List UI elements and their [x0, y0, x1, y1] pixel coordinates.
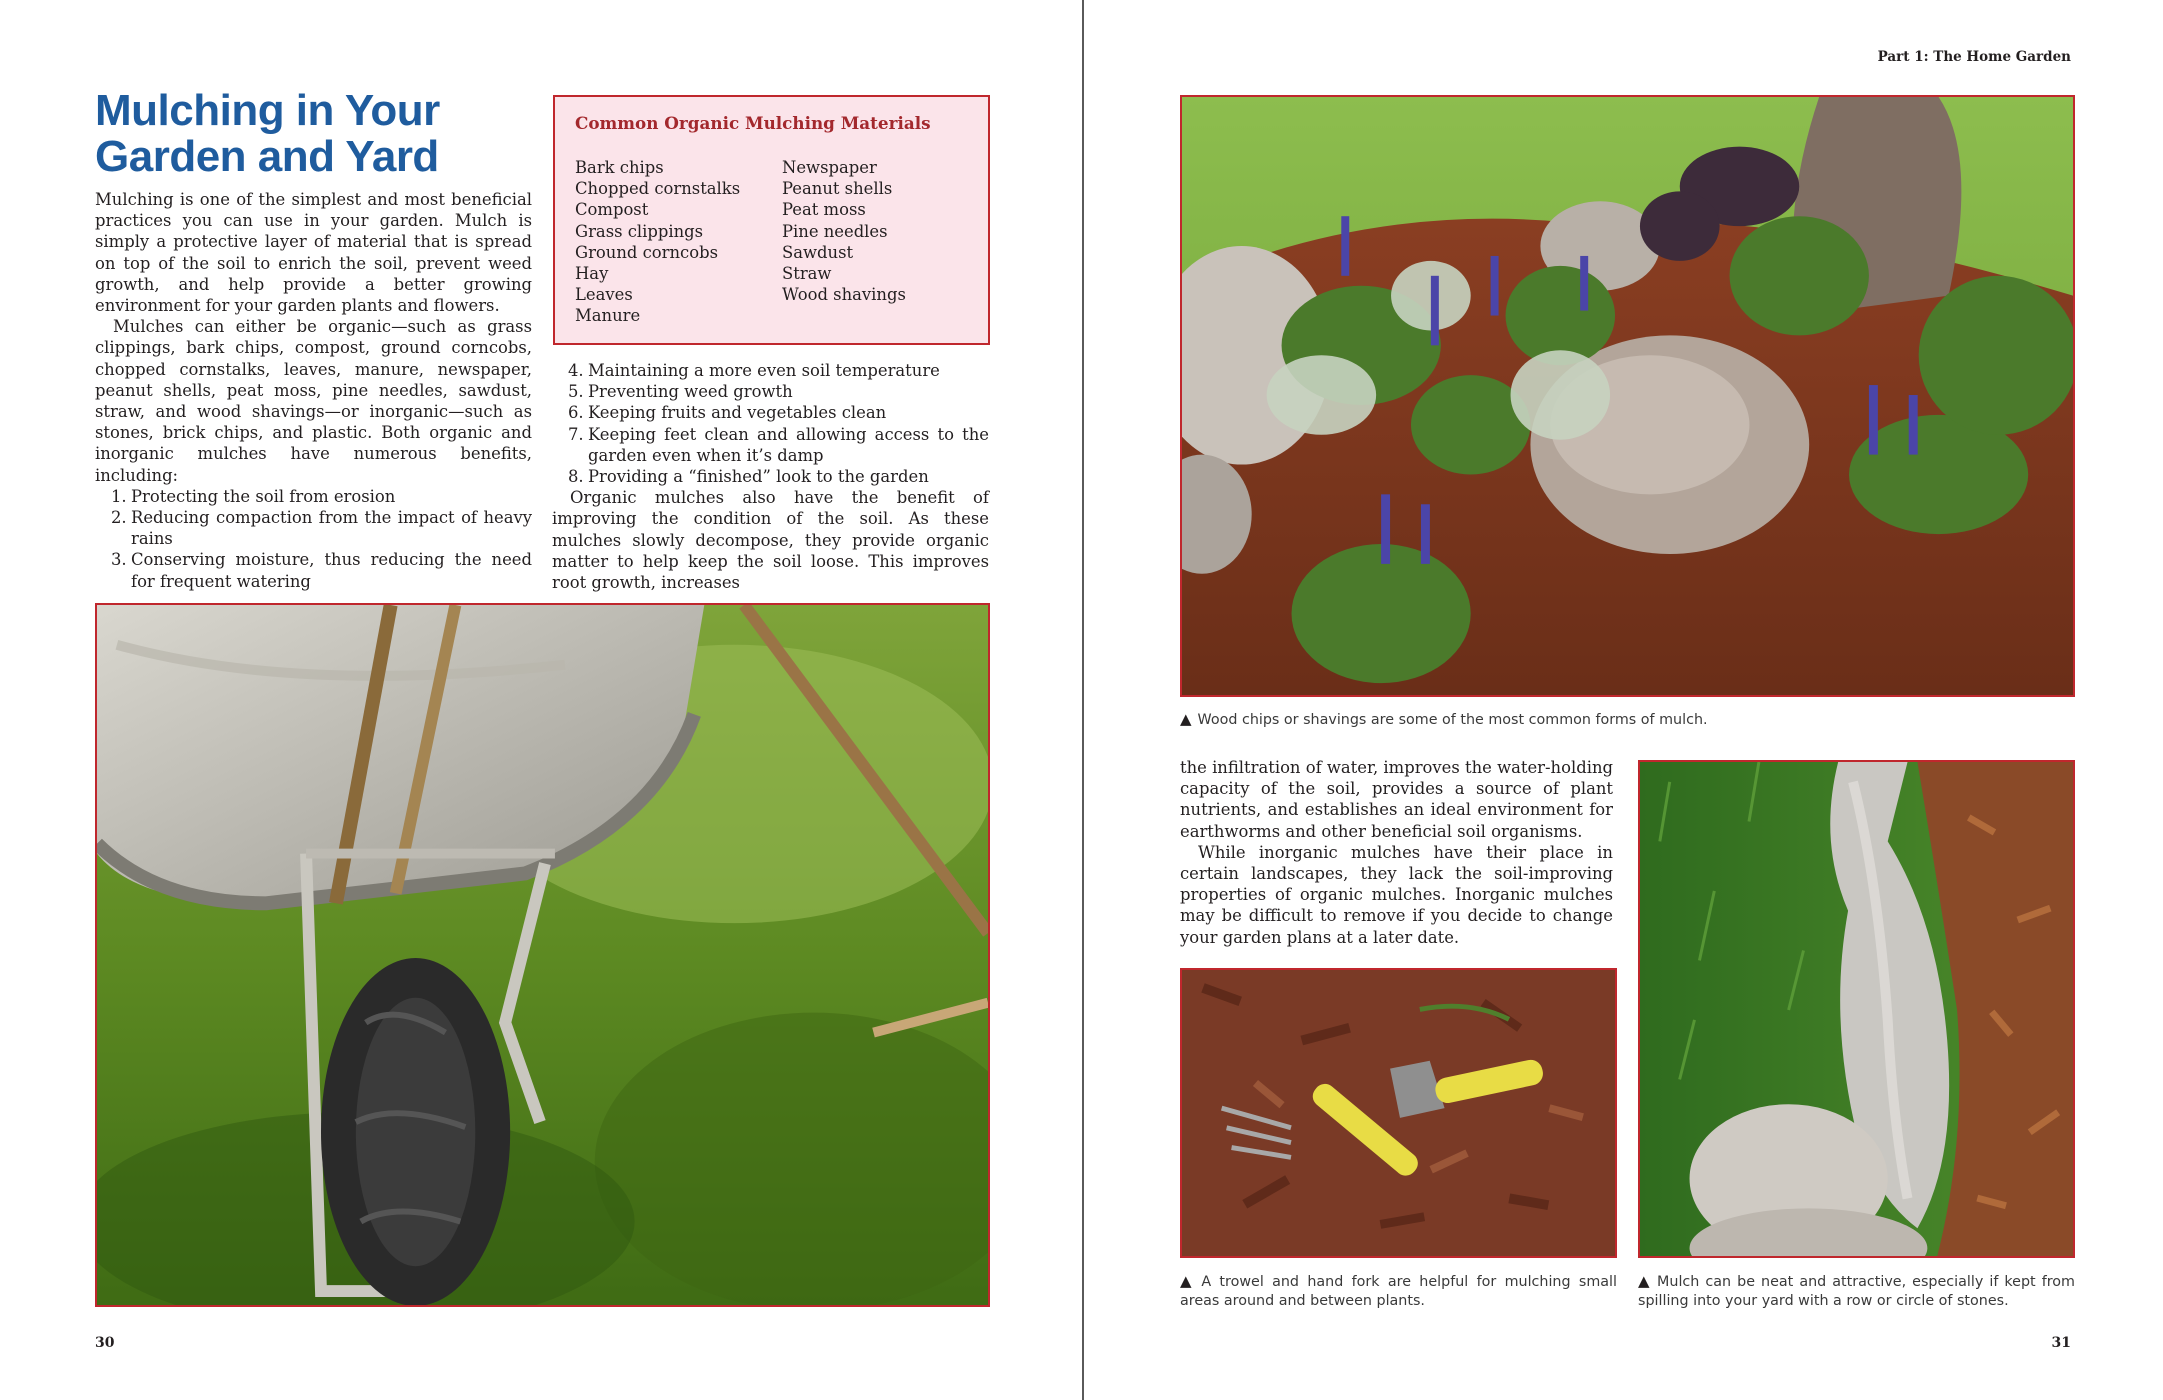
inorganic-paragraph: While inorganic mulches have their place in certain landscapes, they lack the soil-improving properties of organic mulches. Inorganic mulches may be difficult to remove if you decide to change your garden plans at a later date.: [1180, 842, 1613, 947]
caption-text: A trowel and hand fork are helpful for mulching small areas around and between plants.: [1180, 1274, 1617, 1309]
list-item: 1. Protecting the soil from erosion: [111, 486, 396, 506]
caption-text: Mulch can be neat and attractive, especially if kept from spilling into your yard with a row or circle of stones.: [1638, 1274, 2075, 1309]
continued-paragraph: the infiltration of water, improves the water-holding capacity of the soil, provides a source of plant nutrients, and establishes an ideal environment for earthworms and other beneficial soil organisms.: [1180, 758, 1613, 841]
intro-paragraph: Mulching is one of the simplest and most beneficial practices you can use in your garden. Mulch is simply a protective layer of material that is spread on top of the soil to enrich the soil, prevent weed growth, and help provide a better growing environment for your garden plants and flowers.: [95, 190, 532, 316]
stone-border-photo: [1638, 760, 2075, 1258]
organic-benefit-paragraph: Organic mulches also have the benefit of improving the condition of the soil. As these mulches slowly decompose, they provide organic matter to help keep the soil loose. This improves root growth, increases: [552, 488, 989, 593]
list-item: 6. Keeping fruits and vegetables clean: [568, 403, 887, 423]
list-item: Peat moss: [782, 200, 866, 220]
organic-inorganic-paragraph: Mulches can either be organic—such as grass clippings, bark chips, compost, ground corncobs, chopped cornstalks, leaves, manure, newspaper, peanut shells, peat moss, pine needles, sawdust, straw, and wood shavings—or inorganic—such as stones, brick chips, and plastic. Both organic and inorganic mulches have numerous benefits, including:: [95, 317, 532, 485]
materials-list-col1: [575, 157, 782, 327]
list-item: Grass clippings: [575, 221, 704, 241]
title-line-2: Garden and Yard: [95, 132, 439, 181]
caption-marker: ▲: [1638, 1272, 1652, 1290]
page-number: 30: [95, 1335, 115, 1351]
trowel-fork-photo: [1180, 968, 1617, 1258]
caption-marker: ▲: [1180, 710, 1192, 728]
list-item: Compost: [575, 200, 649, 220]
list-item: Ground corncobs: [575, 242, 719, 262]
benefits-list-part1: [95, 486, 532, 592]
list-item: Peanut shells: [782, 179, 893, 199]
list-item: Bark chips: [575, 158, 664, 177]
list-item: 7. Keeping feet clean and allowing access to the garden even when it’s damp: [568, 424, 989, 465]
list-item: 5. Preventing weed growth: [568, 382, 793, 402]
wheelbarrow-photo: [95, 603, 990, 1307]
right-page-text: [1180, 757, 1613, 948]
list-item: Chopped cornstalks: [575, 179, 741, 199]
caption-trowel-fork: [1180, 1272, 1617, 1311]
caption-marker: ▲: [1180, 1272, 1196, 1290]
list-item: Sawdust: [782, 242, 854, 262]
list-item: 8. Providing a “finished” look to the garden: [568, 467, 929, 487]
list-item: 3. Conserving moisture, thus reducing the need for frequent watering: [111, 550, 532, 591]
page-number: 31: [2051, 1335, 2071, 1351]
left-text-column: [95, 189, 532, 592]
caption-stone-border: [1638, 1272, 2075, 1311]
benefits-list-part2: [552, 360, 989, 487]
mulching-materials-sidebar: [553, 95, 990, 345]
right-text-column: [552, 360, 989, 593]
materials-list-col2: [782, 157, 906, 327]
list-item: Wood shavings: [782, 285, 906, 305]
title-line-1: Mulching in Your: [95, 86, 440, 135]
list-item: Pine needles: [782, 221, 888, 241]
list-item: 2. Reducing compaction from the impact of heavy rains: [111, 508, 532, 549]
list-item: Hay: [575, 264, 609, 284]
list-item: Manure: [575, 306, 641, 326]
list-item: Newspaper: [782, 158, 877, 177]
list-item: Straw: [782, 264, 832, 284]
page-title: [95, 88, 555, 180]
caption-garden-bed: [1180, 710, 2075, 730]
caption-text: Wood chips or shavings are some of the most common forms of mulch.: [1197, 712, 1708, 728]
list-item: Leaves: [575, 285, 633, 305]
garden-bed-photo: [1180, 95, 2075, 697]
list-item: 4. Maintaining a more even soil temperature: [568, 361, 940, 380]
running-head: Part 1: The Home Garden: [1877, 49, 2071, 65]
sidebar-title: Common Organic Mulching Materials: [575, 113, 931, 133]
